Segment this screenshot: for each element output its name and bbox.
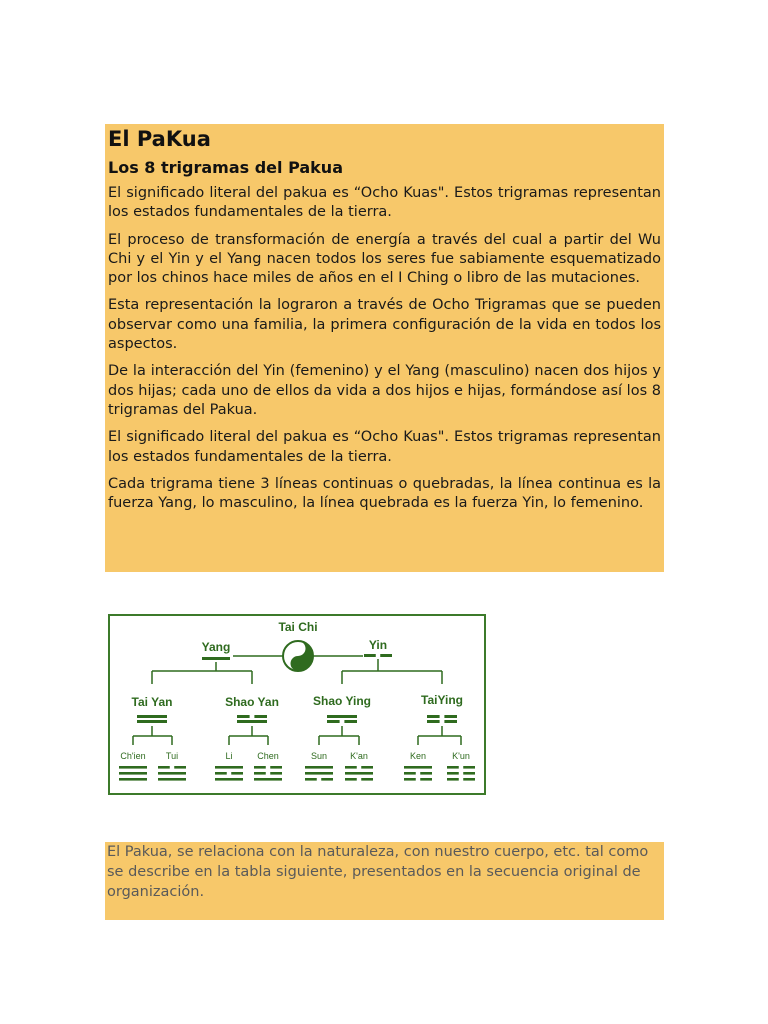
- mark-level3-7-line-0-broken-right: [463, 766, 475, 769]
- mark-level2-0-line-1-solid: [137, 720, 167, 723]
- mark-level2-3-line-0-broken-right: [444, 715, 457, 718]
- mark-level3-2-line-1-broken-right: [231, 772, 243, 775]
- mark-level2-2-line-0-solid: [327, 715, 357, 718]
- mark-level3-6-line-1-broken-left: [404, 772, 416, 775]
- paragraph-2: El proceso de transformación de energía a través del cual a partir del Wu Chi y el Yin y el Yang nacen todos los seres fue sabiamente esquematizado por los chinos hace miles de años en el I Ching o libro de las mutaciones.: [108, 231, 661, 287]
- mark-level3-4-line-0-solid: [305, 766, 333, 769]
- node-label-tai-yan: Tai Yan: [131, 695, 173, 709]
- node-label-root: Tai Chi: [278, 620, 318, 634]
- mark-level3-2-line-0-solid: [215, 766, 243, 769]
- node-label-chien: Ch'ien: [120, 751, 146, 761]
- mark-level3-0-line-1-solid: [119, 772, 147, 775]
- mark-level3-5-line-2-broken-right: [361, 778, 373, 781]
- mark-level3-5-line-1-solid: [345, 772, 373, 775]
- mark-level3-5-line-2-broken-left: [345, 778, 357, 781]
- mark-level3-1-line-1-solid: [158, 772, 186, 775]
- mark-level3-4-line-2-broken-left: [305, 778, 317, 781]
- mark-level3-3-line-1-broken-right: [270, 772, 282, 775]
- mark-level3-2-line-2-solid: [215, 778, 243, 781]
- mark-level3-2-line-1-broken-left: [215, 772, 227, 775]
- mark-level3-6-line-0-solid: [404, 766, 432, 769]
- paragraph-4: De la interacción del Yin (femenino) y el Yang (masculino) nacen dos hijos y dos hijas; cada uno de ellos da vida a dos hijos e hijas, formándose así los 8 trigramas del Pakua.: [108, 363, 661, 418]
- node-label-li: Li: [225, 751, 233, 761]
- mark-level3-6-line-2-broken-right: [420, 778, 432, 781]
- mark-level3-5-line-0-broken-left: [345, 766, 357, 769]
- mark-level3-3-line-1-broken-left: [254, 772, 266, 775]
- mark-level3-1-line-0-broken-right: [174, 766, 186, 769]
- mark-yin-line-0-broken-left: [364, 654, 376, 657]
- node-label-ken: Ken: [409, 751, 427, 761]
- page-title: El PaKua: [108, 127, 211, 151]
- mark-level2-1-line-0-broken-left: [237, 715, 250, 718]
- node-label-taiying: TaiYing: [421, 693, 463, 707]
- paragraph-3: Esta representación la lograron a través de Ocho Trigramas que se pueden observar como una familia, la primera configuración de la vida en todos los aspectos.: [108, 297, 661, 353]
- mark-level3-1-line-2-solid: [158, 778, 186, 781]
- mark-level3-3-line-0-broken-left: [254, 766, 266, 769]
- mark-level3-0-line-0-solid: [119, 766, 147, 769]
- node-label-yin: Yin: [368, 638, 388, 652]
- node-label-sun: Sun: [310, 751, 328, 761]
- paragraph-1: El significado literal del pakua es “Ocho Kuas". Estos trigramas representan los estados fundamentales de la tierra.: [108, 185, 661, 221]
- node-label-shao-yan: Shao Yan: [225, 695, 279, 709]
- mark-level2-2-line-1-broken-left: [327, 720, 340, 723]
- page-subtitle: Los 8 trigramas del Pakua: [108, 158, 343, 177]
- mark-yang-line-0-solid: [202, 657, 230, 660]
- node-label-shao-ying: Shao Ying: [312, 694, 372, 708]
- mark-level2-0-line-0-solid: [137, 715, 167, 718]
- mark-level2-3-line-0-broken-left: [427, 715, 440, 718]
- mark-level3-4-line-2-broken-right: [321, 778, 333, 781]
- mark-level3-3-line-2-solid: [254, 778, 282, 781]
- mark-level2-1-line-1-solid: [237, 720, 267, 723]
- mark-level3-7-line-0-broken-left: [447, 766, 459, 769]
- paragraph-5: El significado literal del pakua es “Ocho Kuas". Estos trigramas representan los estados fundamentales de la tierra.: [108, 429, 661, 465]
- main-text-panel: [105, 124, 664, 572]
- node-label-kan: K'an: [350, 751, 368, 761]
- mark-level3-7-line-1-broken-left: [447, 772, 459, 775]
- mark-level3-6-line-1-broken-right: [420, 772, 432, 775]
- mark-level3-3-line-0-broken-right: [270, 766, 282, 769]
- node-label-tui: Tui: [165, 751, 179, 761]
- footer-text-panel: [105, 842, 664, 920]
- yin-yang-icon: [283, 641, 313, 671]
- mark-level3-1-line-0-broken-left: [158, 766, 170, 769]
- mark-level3-7-line-2-broken-left: [447, 778, 459, 781]
- pakua-trigram-diagram: [108, 614, 486, 795]
- mark-level3-4-line-1-solid: [305, 772, 333, 775]
- node-label-chen: Chen: [257, 751, 279, 761]
- mark-level2-1-line-0-broken-right: [254, 715, 267, 718]
- footer-paragraph: El Pakua, se relaciona con la naturaleza, con nuestro cuerpo, etc. tal como se describe en la tabla siguiente, presentados en la secuencia original de organización.: [107, 844, 649, 900]
- mark-level2-3-line-1-broken-left: [427, 720, 440, 723]
- mark-level3-7-line-2-broken-right: [463, 778, 475, 781]
- mark-yin-line-0-broken-right: [380, 654, 392, 657]
- node-label-kun: K'un: [452, 751, 470, 761]
- mark-level3-7-line-1-broken-right: [463, 772, 475, 775]
- mark-level2-2-line-1-broken-right: [344, 720, 357, 723]
- paragraph-6: Cada trigrama tiene 3 líneas continuas o quebradas, la línea continua es la fuerza Yang, lo masculino, la línea quebrada es la fuerza Yin, lo femenino.: [108, 475, 661, 512]
- mark-level3-0-line-2-solid: [119, 778, 147, 781]
- mark-level3-5-line-0-broken-right: [361, 766, 373, 769]
- node-label-yang: Yang: [201, 640, 231, 654]
- mark-level3-6-line-2-broken-left: [404, 778, 416, 781]
- mark-level2-3-line-1-broken-right: [444, 720, 457, 723]
